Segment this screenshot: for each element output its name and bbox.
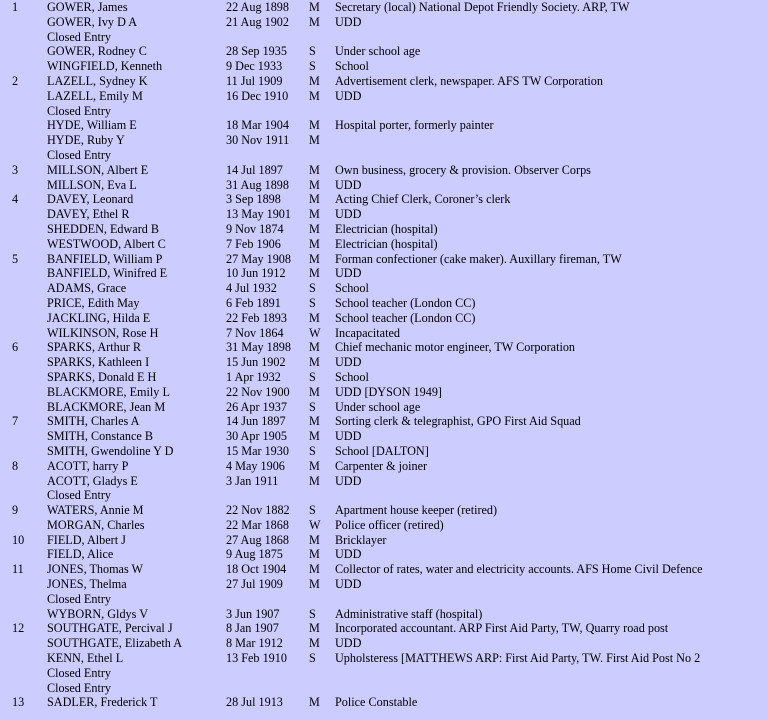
- register-row: [0, 281, 768, 296]
- birth-date: 16 Dec 1910: [226, 88, 289, 103]
- marital-status: M: [309, 577, 320, 592]
- birth-date: 7 Nov 1864: [226, 325, 284, 340]
- register-row: [0, 296, 768, 311]
- register-row: [0, 311, 768, 326]
- birth-date: 22 Nov 1882: [226, 503, 290, 518]
- birth-date: 27 May 1908: [226, 251, 291, 266]
- birth-date: 28 Sep 1935: [226, 44, 287, 59]
- person-name: BLACKMORE, Jean M: [47, 399, 166, 414]
- occupation: UDD: [335, 177, 362, 192]
- schedule-number: 11: [12, 562, 24, 577]
- person-name: MILLSON, Albert E: [47, 162, 149, 177]
- register-row: [0, 503, 768, 518]
- schedule-number: 7: [12, 414, 19, 429]
- birth-date: 22 Nov 1900: [226, 384, 290, 399]
- marital-status: M: [309, 133, 320, 148]
- marital-status: M: [309, 310, 320, 325]
- register-row: [0, 355, 768, 370]
- schedule-number: 3: [12, 162, 19, 177]
- birth-date: 8 Jan 1907: [226, 621, 279, 636]
- birth-date: 18 Oct 1904: [226, 562, 287, 577]
- marital-status: M: [309, 192, 320, 207]
- occupation: Sorting clerk & telegraphist, GPO First Aid Squad: [335, 414, 581, 429]
- person-name: Closed Entry: [47, 488, 111, 503]
- register-row: [0, 592, 768, 607]
- occupation: Own business, grocery & provision. Observer Corps: [335, 162, 591, 177]
- occupation: School: [335, 59, 369, 74]
- birth-date: 6 Feb 1891: [226, 295, 281, 310]
- birth-date: 3 Sep 1898: [226, 192, 281, 207]
- occupation: Apartment house keeper (retired): [335, 503, 498, 518]
- birth-date: 3 Jun 1907: [226, 606, 280, 621]
- person-name: LAZELL, Emily M: [47, 88, 143, 103]
- birth-date: 30 Nov 1911: [226, 133, 290, 148]
- register-row: [0, 607, 768, 622]
- person-name: HYDE, Ruby Y: [47, 133, 125, 148]
- occupation: Police officer (retired): [335, 517, 444, 532]
- birth-date: 11 Jul 1909: [226, 73, 283, 88]
- birth-date: 3 Jan 1911: [226, 473, 279, 488]
- marital-status: S: [309, 59, 316, 74]
- occupation: Under school age: [335, 44, 421, 59]
- register-row: [0, 621, 768, 636]
- birth-date: 30 Apr 1905: [226, 429, 287, 444]
- register-row: [0, 533, 768, 548]
- person-name: SADLER, Frederick T: [47, 695, 158, 710]
- birth-date: 27 Aug 1868: [226, 532, 289, 547]
- register-row: [0, 518, 768, 533]
- register-row: [0, 15, 768, 30]
- person-name: SHEDDEN, Edward B: [47, 221, 160, 236]
- birth-date: 4 May 1906: [226, 458, 285, 473]
- register-row: [0, 326, 768, 341]
- register-row: [0, 252, 768, 267]
- occupation: UDD [DYSON 1949]: [335, 384, 442, 399]
- marital-status: M: [309, 562, 320, 577]
- person-name: ACOTT, Gladys E: [47, 473, 138, 488]
- occupation: UDD: [335, 429, 362, 444]
- register-row: [0, 636, 768, 651]
- person-name: GOWER, James: [47, 0, 128, 14]
- occupation: Bricklayer: [335, 532, 387, 547]
- marital-status: M: [309, 162, 320, 177]
- birth-date: 28 Jul 1913: [226, 695, 283, 710]
- occupation: Incorporated accountant. ARP First Aid Party, TW, Quarry road post: [335, 621, 669, 636]
- register-row: [0, 385, 768, 400]
- marital-status: M: [309, 532, 320, 547]
- person-name: SMITH, Gwendoline Y D: [47, 443, 174, 458]
- occupation: Secretary (local) National Depot Friendly Society. ARP, TW: [335, 0, 630, 14]
- person-name: MORGAN, Charles: [47, 517, 145, 532]
- person-name: Closed Entry: [47, 103, 111, 118]
- schedule-number: 8: [12, 458, 19, 473]
- register-row: [0, 429, 768, 444]
- register-row: [0, 207, 768, 222]
- birth-date: 27 Jul 1909: [226, 577, 283, 592]
- person-name: ADAMS, Grace: [47, 281, 127, 296]
- schedule-number: 4: [12, 192, 19, 207]
- occupation: UDD: [335, 547, 362, 562]
- person-name: JONES, Thelma: [47, 577, 127, 592]
- register-row: [0, 163, 768, 178]
- birth-date: 9 Nov 1874: [226, 221, 284, 236]
- person-name: SMITH, Constance B: [47, 429, 153, 444]
- schedule-number: 10: [12, 532, 25, 547]
- register-row: [0, 59, 768, 74]
- person-name: SPARKS, Kathleen I: [47, 355, 150, 370]
- register-row: [0, 133, 768, 148]
- marital-status: S: [309, 503, 316, 518]
- person-name: PRICE, Edith May: [47, 295, 140, 310]
- marital-status: M: [309, 355, 320, 370]
- birth-date: 4 Jul 1932: [226, 281, 277, 296]
- register-row: [0, 681, 768, 696]
- occupation: UDD: [335, 355, 362, 370]
- marital-status: M: [309, 636, 320, 651]
- birth-date: 9 Aug 1875: [226, 547, 283, 562]
- birth-date: 14 Jul 1897: [226, 162, 283, 177]
- occupation: Chief mechanic motor engineer, TW Corporation: [335, 340, 576, 355]
- occupation: School: [335, 369, 369, 384]
- marital-status: M: [309, 429, 320, 444]
- birth-date: 15 Jun 1902: [226, 355, 286, 370]
- birth-date: 9 Dec 1933: [226, 59, 283, 74]
- marital-status: S: [309, 443, 316, 458]
- occupation: Incapacitated: [335, 325, 400, 340]
- occupation: Electrician (hospital): [335, 221, 438, 236]
- occupation: Collector of rates, water and electricity accounts. AFS Home Civil Defence: [335, 562, 703, 577]
- marital-status: M: [309, 88, 320, 103]
- person-name: FIELD, Alice: [47, 547, 114, 562]
- marital-status: M: [309, 621, 320, 636]
- person-name: Closed Entry: [47, 665, 111, 680]
- birth-date: 13 Feb 1910: [226, 651, 287, 666]
- register-row: [0, 651, 768, 666]
- occupation: UDD: [335, 577, 362, 592]
- person-name: WESTWOOD, Albert C: [47, 236, 166, 251]
- occupation: UDD: [335, 88, 362, 103]
- occupation: School [DALTON]: [335, 443, 429, 458]
- occupation: UDD: [335, 636, 362, 651]
- person-name: WYBORN, Gldys V: [47, 606, 149, 621]
- person-name: SOUTHGATE, Elizabeth A: [47, 636, 183, 651]
- marital-status: M: [309, 695, 320, 710]
- marital-status: M: [309, 14, 320, 29]
- person-name: HYDE, William E: [47, 118, 137, 133]
- marital-status: W: [309, 325, 321, 340]
- occupation: UDD: [335, 14, 362, 29]
- occupation: Advertisement clerk, newspaper. AFS TW Corporation: [335, 73, 603, 88]
- person-name: GOWER, Ivy D A: [47, 14, 138, 29]
- marital-status: M: [309, 473, 320, 488]
- register-row: [0, 237, 768, 252]
- birth-date: 15 Mar 1930: [226, 443, 289, 458]
- person-name: BANFIELD, William P: [47, 251, 163, 266]
- person-name: MILLSON, Eva L: [47, 177, 137, 192]
- person-name: SOUTHGATE, Percival J: [47, 621, 173, 636]
- register-row: [0, 488, 768, 503]
- register-row: [0, 562, 768, 577]
- occupation: Hospital porter, formerly painter: [335, 118, 494, 133]
- register-row: [0, 44, 768, 59]
- occupation: School teacher (London CC): [335, 295, 476, 310]
- schedule-number: 5: [12, 251, 19, 266]
- person-name: SMITH, Charles A: [47, 414, 140, 429]
- occupation: UDD: [335, 473, 362, 488]
- register-row: [0, 577, 768, 592]
- register-row: [0, 400, 768, 415]
- register-row: [0, 192, 768, 207]
- marital-status: M: [309, 118, 320, 133]
- register-row: [0, 0, 768, 15]
- birth-date: 22 Mar 1868: [226, 517, 289, 532]
- schedule-number: 6: [12, 340, 19, 355]
- marital-status: M: [309, 0, 320, 14]
- occupation: Upholsteress [MATTHEWS ARP: First Aid Party, TW. First Aid Post No 2: [335, 651, 701, 666]
- register-row: [0, 695, 768, 710]
- marital-status: M: [309, 207, 320, 222]
- marital-status: M: [309, 384, 320, 399]
- marital-status: W: [309, 517, 321, 532]
- birth-date: 10 Jun 1912: [226, 266, 286, 281]
- person-name: BANFIELD, Winifred E: [47, 266, 168, 281]
- register-row: [0, 474, 768, 489]
- marital-status: S: [309, 399, 316, 414]
- marital-status: S: [309, 295, 316, 310]
- register-row: [0, 30, 768, 45]
- schedule-number: 1: [12, 0, 19, 14]
- person-name: BLACKMORE, Emily L: [47, 384, 170, 399]
- register-row: [0, 74, 768, 89]
- marital-status: S: [309, 651, 316, 666]
- occupation: UDD: [335, 207, 362, 222]
- marital-status: M: [309, 73, 320, 88]
- person-name: GOWER, Rodney C: [47, 44, 147, 59]
- register-row: [0, 148, 768, 163]
- marital-status: M: [309, 414, 320, 429]
- birth-date: 7 Feb 1906: [226, 236, 281, 251]
- register-row: [0, 459, 768, 474]
- birth-date: 8 Mar 1912: [226, 636, 283, 651]
- marital-status: M: [309, 266, 320, 281]
- occupation: UDD: [335, 266, 362, 281]
- person-name: Closed Entry: [47, 29, 111, 44]
- person-name: Closed Entry: [47, 147, 111, 162]
- marital-status: M: [309, 547, 320, 562]
- occupation: Carpenter & joiner: [335, 458, 428, 473]
- register-row: [0, 444, 768, 459]
- schedule-number: 9: [12, 503, 19, 518]
- marital-status: M: [309, 251, 320, 266]
- register-row: [0, 222, 768, 237]
- person-name: JONES, Thomas W: [47, 562, 144, 577]
- person-name: DAVEY, Leonard: [47, 192, 134, 207]
- birth-date: 1 Apr 1932: [226, 369, 281, 384]
- person-name: WINGFIELD, Kenneth: [47, 59, 163, 74]
- marital-status: M: [309, 458, 320, 473]
- person-name: WILKINSON, Rose H: [47, 325, 159, 340]
- register-row: [0, 547, 768, 562]
- person-name: FIELD, Albert J: [47, 532, 126, 547]
- birth-date: 21 Aug 1902: [226, 14, 289, 29]
- person-name: ACOTT, harry P: [47, 458, 129, 473]
- occupation: Acting Chief Clerk, Coroner’s clerk: [335, 192, 511, 207]
- register-row: [0, 104, 768, 119]
- marital-status: M: [309, 340, 320, 355]
- person-name: Closed Entry: [47, 680, 111, 695]
- person-name: LAZELL, Sydney K: [47, 73, 148, 88]
- person-name: SPARKS, Donald E H: [47, 369, 157, 384]
- birth-date: 31 May 1898: [226, 340, 291, 355]
- marital-status: S: [309, 281, 316, 296]
- birth-date: 22 Aug 1898: [226, 0, 289, 14]
- occupation: Administrative staff (hospital): [335, 606, 483, 621]
- birth-date: 31 Aug 1898: [226, 177, 289, 192]
- register-row: [0, 89, 768, 104]
- person-name: Closed Entry: [47, 591, 111, 606]
- birth-date: 18 Mar 1904: [226, 118, 289, 133]
- register-row: [0, 666, 768, 681]
- person-name: SPARKS, Arthur R: [47, 340, 142, 355]
- birth-date: 13 May 1901: [226, 207, 291, 222]
- marital-status: S: [309, 369, 316, 384]
- register-row: [0, 414, 768, 429]
- schedule-number: 2: [12, 73, 19, 88]
- occupation: School teacher (London CC): [335, 310, 476, 325]
- schedule-number: 12: [12, 621, 25, 636]
- person-name: JACKLING, Hilda E: [47, 310, 151, 325]
- occupation: Forman confectioner (cake maker). Auxillary fireman, TW: [335, 251, 622, 266]
- register-row: [0, 266, 768, 281]
- birth-date: 26 Apr 1937: [226, 399, 287, 414]
- occupation: Under school age: [335, 399, 421, 414]
- occupation: Electrician (hospital): [335, 236, 438, 251]
- marital-status: S: [309, 44, 316, 59]
- marital-status: M: [309, 177, 320, 192]
- schedule-number: 13: [12, 695, 25, 710]
- birth-date: 22 Feb 1893: [226, 310, 287, 325]
- marital-status: M: [309, 221, 320, 236]
- person-name: WATERS, Annie M: [47, 503, 144, 518]
- marital-status: S: [309, 606, 316, 621]
- marital-status: M: [309, 236, 320, 251]
- occupation: School: [335, 281, 369, 296]
- person-name: DAVEY, Ethel R: [47, 207, 130, 222]
- birth-date: 14 Jun 1897: [226, 414, 286, 429]
- register-row: [0, 340, 768, 355]
- register-row: [0, 370, 768, 385]
- register-row: [0, 178, 768, 193]
- person-name: KENN, Ethel L: [47, 651, 124, 666]
- register-row: [0, 118, 768, 133]
- occupation: Police Constable: [335, 695, 418, 710]
